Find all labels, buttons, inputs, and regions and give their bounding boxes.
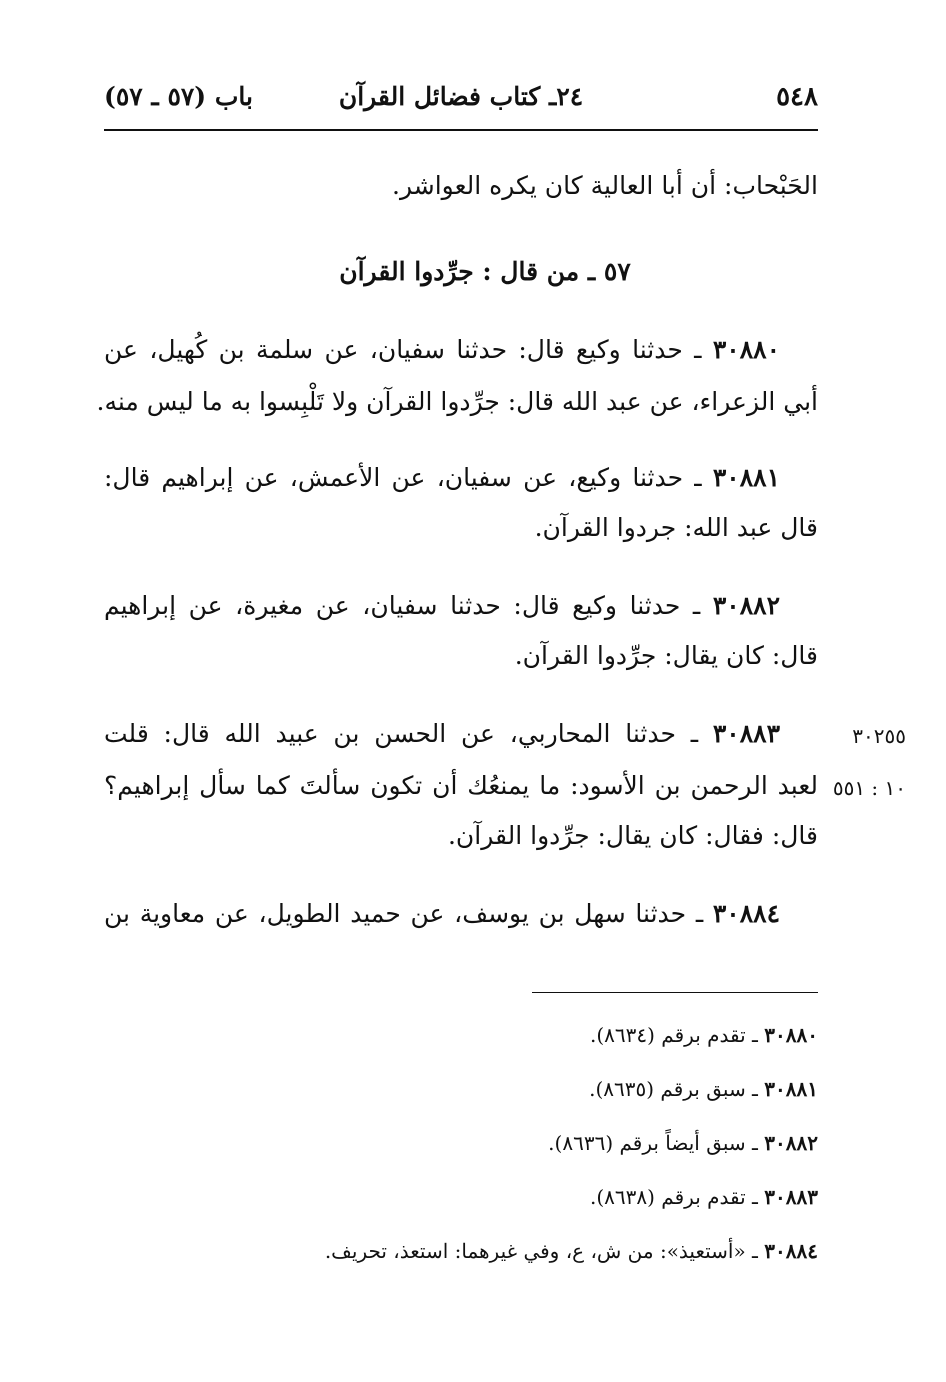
footnote-text: ـ «أستعيذ»: من ش، ع، وفي غيرهما: استعذ، تحريف. bbox=[324, 1239, 758, 1263]
section-heading: ٥٧ ـ من قال : جرِّدوا القرآن bbox=[339, 257, 631, 286]
continuation-line: الحَبْحاب: أن أبا العالية كان يكره العواشر. bbox=[392, 171, 818, 200]
footnote-number: ٣٠٨٨٠ bbox=[764, 1023, 818, 1047]
hadith-30882-line-1 bbox=[104, 586, 818, 626]
hadith-text: ـ حدثنا سهل بن يوسف، عن حميد الطويل، عن معاوية بن bbox=[104, 899, 704, 928]
hadith-text: ـ حدثنا وكيع قال: حدثنا سفيان، عن مغيرة، عن إبراهيم bbox=[104, 591, 701, 620]
footnote-text: ـ تقدم برقم (٨٦٣٨). bbox=[590, 1185, 758, 1209]
hadith-text: ـ حدثنا المحاربي، عن الحسن بن عبيد الله قال: قلت bbox=[104, 719, 699, 748]
hadith-number: ٣٠٨٨٠ bbox=[712, 335, 781, 364]
footnote-30880 bbox=[118, 1018, 818, 1052]
footnote-number: ٣٠٨٨١ bbox=[764, 1077, 818, 1101]
footnote-text: ـ تقدم برقم (٨٦٣٤). bbox=[590, 1023, 758, 1047]
page-header bbox=[104, 82, 818, 126]
margin-note-page-ref: ١٠ : ٥٥١ bbox=[832, 776, 906, 800]
book-title: ٢٤ـ كتاب فضائل القرآن bbox=[338, 82, 584, 111]
footnote-text: ـ سبق برقم (٨٦٣٥). bbox=[589, 1077, 758, 1101]
margin-note-volume-ref: ٣٠٢٥٥ bbox=[852, 724, 906, 748]
footnote-text: ـ سبق أيضاً برقم (٨٦٣٦). bbox=[548, 1131, 758, 1155]
hadith-30884-line-1 bbox=[104, 894, 818, 934]
hadith-30881-line-2: قال عبد الله: جردوا القرآن. bbox=[534, 513, 818, 542]
hadith-number: ٣٠٨٨٢ bbox=[712, 591, 781, 620]
chapter-reference: باب (٥٧ ـ ٥٧) bbox=[104, 82, 253, 111]
footnote-number: ٣٠٨٨٣ bbox=[764, 1185, 818, 1209]
hadith-number: ٣٠٨٨١ bbox=[712, 463, 781, 492]
hadith-30881-line-1 bbox=[104, 458, 818, 498]
hadith-text: ـ حدثنا وكيع، عن سفيان، عن الأعمش، عن إبراهيم قال: bbox=[104, 463, 702, 492]
hadith-number: ٣٠٨٨٣ bbox=[712, 719, 780, 748]
hadith-30883-line-2: لعبد الرحمن بن الأسود: ما يمنعُك أن تكون سألتَ كما سأل إبراهيم؟ bbox=[104, 771, 818, 800]
footnote-number: ٣٠٨٨٤ bbox=[764, 1239, 818, 1263]
footnote-30881 bbox=[118, 1072, 818, 1106]
hadith-number: ٣٠٨٨٤ bbox=[712, 899, 780, 928]
hadith-30880-line-1 bbox=[104, 330, 818, 370]
hadith-text: ـ حدثنا وكيع قال: حدثنا سفيان، عن سلمة بن كُهيل، عن bbox=[104, 335, 702, 364]
hadith-30882-line-2: قال: كان يقال: جرِّدوا القرآن. bbox=[514, 641, 818, 670]
footnote-30883 bbox=[118, 1180, 818, 1214]
hadith-30883-line-3: قال: فقال: كان يقال: جرِّدوا القرآن. bbox=[447, 821, 818, 850]
footnote-number: ٣٠٨٨٢ bbox=[764, 1131, 818, 1155]
footnote-30882 bbox=[118, 1126, 818, 1160]
hadith-30880-line-2: أبي الزعراء، عن عبد الله قال: جرِّدوا القرآن ولا تَلْبِسوا به ما ليس منه. bbox=[96, 387, 818, 416]
footnote-rule bbox=[532, 992, 818, 993]
hadith-30883-line-1 bbox=[104, 714, 818, 754]
page-number: ٥٤٨ bbox=[776, 82, 818, 112]
header-rule bbox=[104, 129, 818, 131]
footnote-30884 bbox=[118, 1234, 818, 1268]
